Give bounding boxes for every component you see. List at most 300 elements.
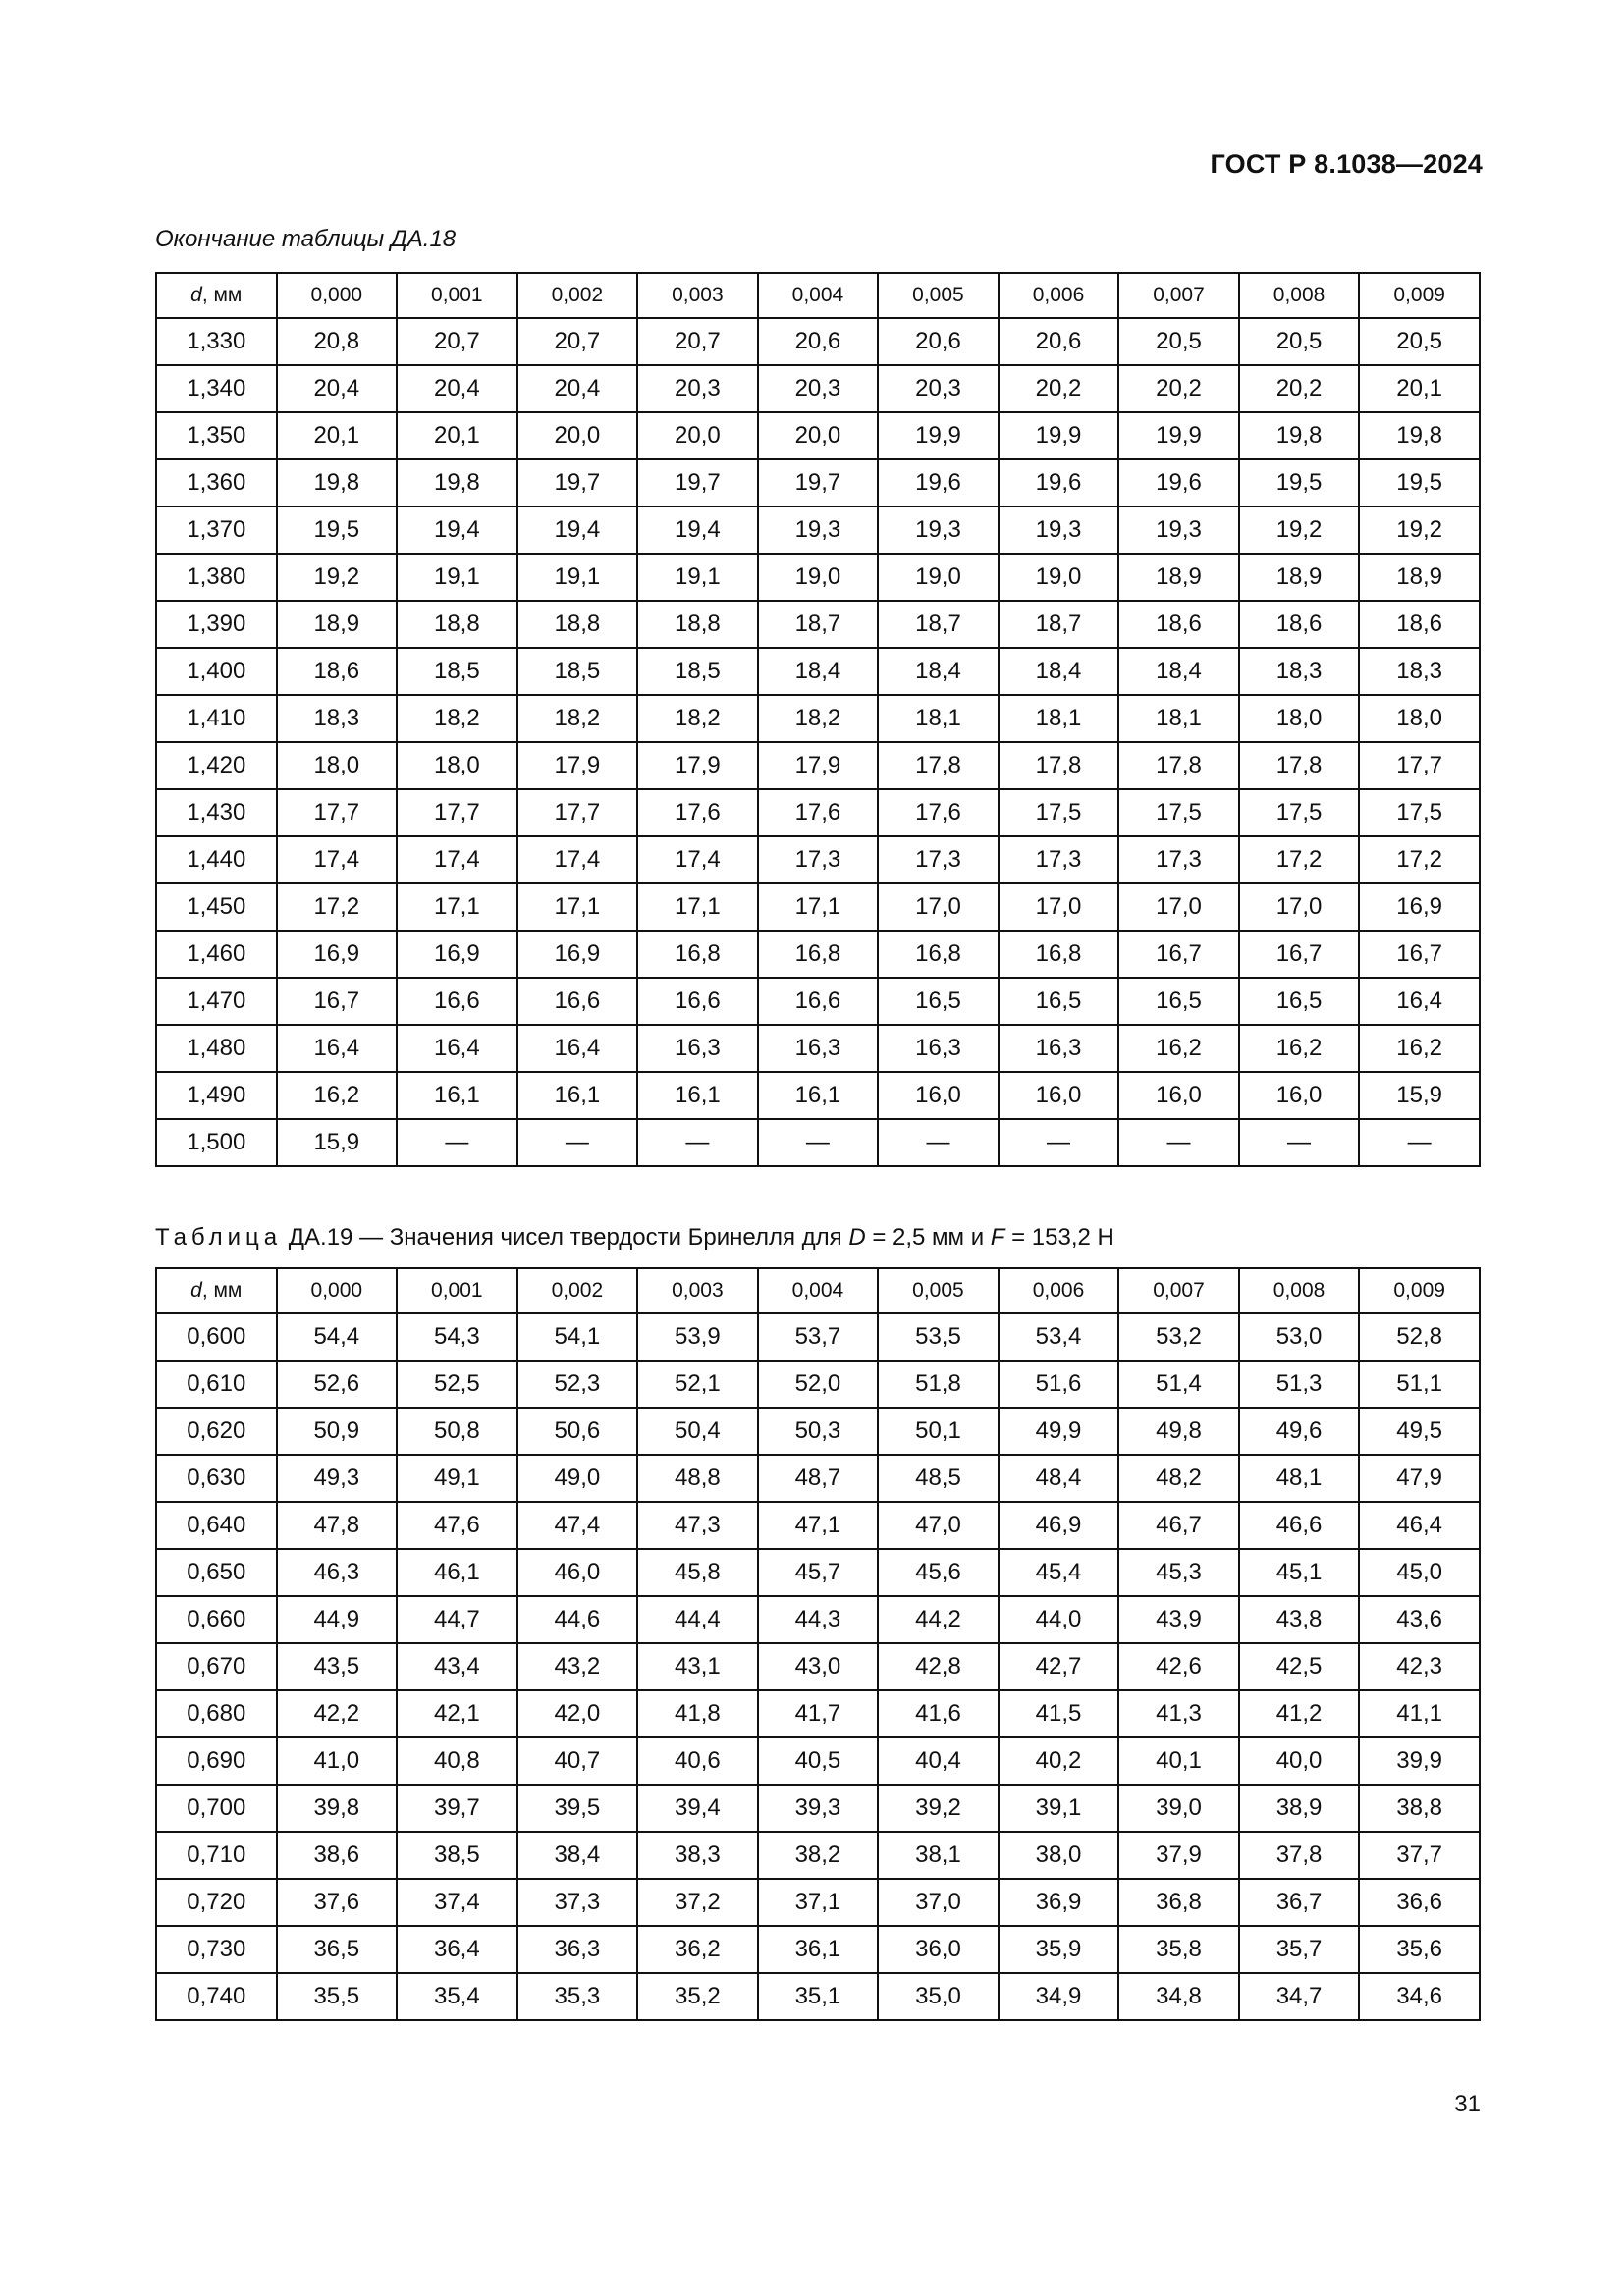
table-cell: 15,9: [1359, 1072, 1480, 1119]
table-row: [156, 1596, 1480, 1643]
table-cell: 19,8: [277, 459, 398, 507]
table-cell: —: [878, 1119, 999, 1166]
table-cell: 42,6: [1118, 1643, 1239, 1690]
table-cell: 16,9: [277, 931, 398, 978]
table-cell: 17,0: [878, 883, 999, 931]
row-diameter-cell: 1,500: [156, 1119, 277, 1166]
table-row: [156, 1785, 1480, 1832]
table-cell: 47,6: [397, 1502, 517, 1549]
header-cell: 0,009: [1359, 1268, 1480, 1313]
header-cell: 0,001: [397, 1268, 517, 1313]
table-cell: 20,5: [1239, 318, 1360, 365]
table-cell: 16,5: [999, 978, 1119, 1025]
table-cell: 18,4: [1118, 648, 1239, 695]
table-cell: 49,1: [397, 1455, 517, 1502]
table-row: [156, 1455, 1480, 1502]
table-row: [156, 1119, 1480, 1166]
header-cell: 0,003: [637, 273, 758, 318]
header-cell: 0,004: [758, 273, 879, 318]
row-diameter-cell: 0,600: [156, 1313, 277, 1361]
table-cell: 16,5: [1118, 978, 1239, 1025]
table-cell: 16,4: [397, 1025, 517, 1072]
table-cell: 43,0: [758, 1643, 879, 1690]
table-cell: 17,8: [999, 742, 1119, 789]
table-cell: 36,4: [397, 1926, 517, 1973]
table-cell: 43,4: [397, 1643, 517, 1690]
table-cell: 18,9: [1118, 554, 1239, 601]
table-row: [156, 1502, 1480, 1549]
table-cell: 53,7: [758, 1313, 879, 1361]
table-cell: 19,5: [1359, 459, 1480, 507]
table-cell: 48,4: [999, 1455, 1119, 1502]
caption-F-value: = 153,2 Н: [1004, 1224, 1114, 1251]
table-cell: 54,1: [517, 1313, 638, 1361]
d-symbol: d: [190, 1279, 202, 1302]
table-cell: 19,1: [397, 554, 517, 601]
table-cell: 18,9: [1239, 554, 1360, 601]
table-cell: 16,9: [397, 931, 517, 978]
table-cell: 46,3: [277, 1549, 398, 1596]
table-cell: 41,7: [758, 1690, 879, 1737]
table-cell: 36,1: [758, 1926, 879, 1973]
table-row: [156, 931, 1480, 978]
table-cell: 39,7: [397, 1785, 517, 1832]
table-cell: 47,1: [758, 1502, 879, 1549]
table-cell: 39,0: [1118, 1785, 1239, 1832]
table-cell: 42,5: [1239, 1643, 1360, 1690]
table-cell: 44,9: [277, 1596, 398, 1643]
table-body: [156, 318, 1480, 1166]
table-cell: 17,8: [1118, 742, 1239, 789]
table-cell: 54,3: [397, 1313, 517, 1361]
table-cell: 40,4: [878, 1737, 999, 1785]
table-cell: 36,3: [517, 1926, 638, 1973]
row-diameter-cell: 1,450: [156, 883, 277, 931]
row-diameter-cell: 1,350: [156, 412, 277, 459]
table-cell: 18,2: [758, 695, 879, 742]
table-cell: 44,0: [999, 1596, 1119, 1643]
table-header-row: [156, 273, 1480, 318]
table-cell: 17,2: [277, 883, 398, 931]
table-cell: 42,0: [517, 1690, 638, 1737]
table-cell: 20,5: [1359, 318, 1480, 365]
table-cell: 44,4: [637, 1596, 758, 1643]
header-cell: 0,000: [277, 1268, 398, 1313]
table-cell: 19,2: [1359, 507, 1480, 554]
header-cell: 0,008: [1239, 273, 1360, 318]
d-unit: , мм: [201, 284, 243, 306]
table-cell: 39,9: [1359, 1737, 1480, 1785]
table-cell: 16,1: [637, 1072, 758, 1119]
table-cell: 44,6: [517, 1596, 638, 1643]
table-cell: 41,0: [277, 1737, 398, 1785]
row-diameter-cell: 1,330: [156, 318, 277, 365]
table-label: Таблица: [155, 1224, 283, 1251]
table-cell: 18,5: [637, 648, 758, 695]
table-cell: 37,2: [637, 1879, 758, 1926]
table-cell: 17,9: [637, 742, 758, 789]
table-cell: —: [1239, 1119, 1360, 1166]
table-cell: 18,3: [1359, 648, 1480, 695]
table-cell: 51,8: [878, 1361, 999, 1408]
header-cell-diameter: [156, 273, 277, 318]
table-cell: 40,6: [637, 1737, 758, 1785]
row-diameter-cell: 1,390: [156, 601, 277, 648]
table-cell: 19,9: [999, 412, 1119, 459]
table-cell: 18,7: [758, 601, 879, 648]
table-cell: 19,4: [517, 507, 638, 554]
table-row: [156, 1313, 1480, 1361]
table-cell: 45,3: [1118, 1549, 1239, 1596]
table-cell: 47,9: [1359, 1455, 1480, 1502]
table-cell: 53,9: [637, 1313, 758, 1361]
table-cell: 53,5: [878, 1313, 999, 1361]
table-cell: 51,4: [1118, 1361, 1239, 1408]
table-cell: 19,9: [1118, 412, 1239, 459]
table-cell: 19,2: [277, 554, 398, 601]
hardness-table-da18: [155, 272, 1481, 1167]
table-cell: 37,3: [517, 1879, 638, 1926]
table-cell: —: [1359, 1119, 1480, 1166]
table-cell: 40,1: [1118, 1737, 1239, 1785]
table-cell: 16,1: [517, 1072, 638, 1119]
table-cell: 18,0: [1359, 695, 1480, 742]
table-cell: 20,1: [397, 412, 517, 459]
table-cell: 17,7: [397, 789, 517, 836]
table-cell: 16,8: [878, 931, 999, 978]
table-cell: 53,4: [999, 1313, 1119, 1361]
table-cell: 19,6: [999, 459, 1119, 507]
table-cell: 16,7: [277, 978, 398, 1025]
table-cell: 18,2: [517, 695, 638, 742]
table-row: [156, 742, 1480, 789]
table-cell: 35,2: [637, 1973, 758, 2020]
table-cell: 42,8: [878, 1643, 999, 1690]
caption-D-value: = 2,5 мм и: [865, 1224, 991, 1251]
table-caption-continuation: Окончание таблицы ДА.18: [155, 226, 457, 252]
table-cell: 35,7: [1239, 1926, 1360, 1973]
row-diameter-cell: 0,650: [156, 1549, 277, 1596]
table-cell: 50,1: [878, 1408, 999, 1455]
table-cell: 16,6: [397, 978, 517, 1025]
table-cell: 48,7: [758, 1455, 879, 1502]
table-cell: 18,6: [277, 648, 398, 695]
table-row: [156, 365, 1480, 412]
table-cell: 53,0: [1239, 1313, 1360, 1361]
table-cell: 43,2: [517, 1643, 638, 1690]
table-cell: 20,3: [637, 365, 758, 412]
table-cell: 18,8: [397, 601, 517, 648]
table-cell: 16,7: [1359, 931, 1480, 978]
table-cell: 16,0: [1239, 1072, 1360, 1119]
table-cell: 34,6: [1359, 1973, 1480, 2020]
table-cell: 19,4: [397, 507, 517, 554]
caption-title: ДА.19 — Значения чисел твердости Бринелля для: [282, 1224, 849, 1251]
table-cell: 41,2: [1239, 1690, 1360, 1737]
table-cell: 18,7: [878, 601, 999, 648]
table-cell: 19,3: [999, 507, 1119, 554]
header-cell: 0,002: [517, 1268, 638, 1313]
table-cell: 17,7: [1359, 742, 1480, 789]
row-diameter-cell: 0,630: [156, 1455, 277, 1502]
table-cell: 38,0: [999, 1832, 1119, 1879]
table-cell: 47,8: [277, 1502, 398, 1549]
table-cell: 52,1: [637, 1361, 758, 1408]
table-cell: 48,8: [637, 1455, 758, 1502]
table-cell: 19,5: [277, 507, 398, 554]
table-row: [156, 601, 1480, 648]
table-cell: 37,4: [397, 1879, 517, 1926]
hardness-table-da19: [155, 1267, 1481, 2021]
table-cell: 49,0: [517, 1455, 638, 1502]
table-cell: 20,2: [1239, 365, 1360, 412]
table-cell: 20,1: [277, 412, 398, 459]
table-cell: 17,7: [517, 789, 638, 836]
table-cell: 17,0: [1118, 883, 1239, 931]
table-cell: 16,6: [758, 978, 879, 1025]
table-cell: —: [637, 1119, 758, 1166]
table-cell: 48,1: [1239, 1455, 1360, 1502]
table-cell: 51,1: [1359, 1361, 1480, 1408]
row-diameter-cell: 0,640: [156, 1502, 277, 1549]
row-diameter-cell: 0,690: [156, 1737, 277, 1785]
table-cell: 46,0: [517, 1549, 638, 1596]
table-cell: 34,7: [1239, 1973, 1360, 2020]
table-cell: 17,1: [517, 883, 638, 931]
table-cell: 18,5: [397, 648, 517, 695]
table-cell: 37,6: [277, 1879, 398, 1926]
table-cell: 17,5: [999, 789, 1119, 836]
table-cell: 16,6: [517, 978, 638, 1025]
table-cell: 17,4: [277, 836, 398, 883]
table-row: [156, 1879, 1480, 1926]
table-cell: 48,5: [878, 1455, 999, 1502]
table-cell: 20,6: [758, 318, 879, 365]
table-cell: 44,3: [758, 1596, 879, 1643]
row-diameter-cell: 1,410: [156, 695, 277, 742]
table-cell: 19,5: [1239, 459, 1360, 507]
table-cell: 36,9: [999, 1879, 1119, 1926]
table-cell: 20,4: [397, 365, 517, 412]
table-cell: 19,8: [1359, 412, 1480, 459]
table-cell: 18,9: [1359, 554, 1480, 601]
table-cell: 17,3: [999, 836, 1119, 883]
table-cell: 43,1: [637, 1643, 758, 1690]
table-cell: 19,0: [999, 554, 1119, 601]
table-cell: 18,2: [397, 695, 517, 742]
table-cell: 36,2: [637, 1926, 758, 1973]
table-cell: 16,6: [637, 978, 758, 1025]
table-cell: 39,5: [517, 1785, 638, 1832]
table-cell: 16,3: [758, 1025, 879, 1072]
table-cell: 36,7: [1239, 1879, 1360, 1926]
table-cell: 17,5: [1359, 789, 1480, 836]
row-diameter-cell: 1,490: [156, 1072, 277, 1119]
table-cell: 36,5: [277, 1926, 398, 1973]
table-cell: —: [1118, 1119, 1239, 1166]
table-cell: 38,4: [517, 1832, 638, 1879]
table-cell: 50,4: [637, 1408, 758, 1455]
table-cell: 49,6: [1239, 1408, 1360, 1455]
table-cell: 37,9: [1118, 1832, 1239, 1879]
table-cell: 20,4: [277, 365, 398, 412]
table-cell: 16,9: [517, 931, 638, 978]
table-cell: 16,2: [1359, 1025, 1480, 1072]
table-cell: 18,7: [999, 601, 1119, 648]
table-cell: 19,3: [758, 507, 879, 554]
page-number: 31: [1454, 2091, 1481, 2117]
table-cell: 35,8: [1118, 1926, 1239, 1973]
table-cell: 16,7: [1239, 931, 1360, 978]
row-diameter-cell: 1,430: [156, 789, 277, 836]
table-cell: 17,1: [637, 883, 758, 931]
table-cell: 17,2: [1359, 836, 1480, 883]
table-cell: 40,7: [517, 1737, 638, 1785]
table-cell: 16,4: [1359, 978, 1480, 1025]
table-cell: 50,8: [397, 1408, 517, 1455]
table-row: [156, 789, 1480, 836]
table-cell: 42,2: [277, 1690, 398, 1737]
table-cell: 20,6: [999, 318, 1119, 365]
table-cell: 17,6: [878, 789, 999, 836]
table-row: [156, 836, 1480, 883]
table-cell: 18,0: [1239, 695, 1360, 742]
table-cell: 20,7: [397, 318, 517, 365]
table-cell: 39,8: [277, 1785, 398, 1832]
table-cell: 18,1: [1118, 695, 1239, 742]
table-cell: 20,2: [999, 365, 1119, 412]
table-cell: 18,1: [878, 695, 999, 742]
table-cell: 50,3: [758, 1408, 879, 1455]
table-cell: 18,6: [1118, 601, 1239, 648]
table-cell: 41,5: [999, 1690, 1119, 1737]
table-cell: 17,4: [397, 836, 517, 883]
table-cell: 45,4: [999, 1549, 1119, 1596]
header-cell: 0,006: [999, 273, 1119, 318]
header-cell: 0,003: [637, 1268, 758, 1313]
table-cell: 49,3: [277, 1455, 398, 1502]
table-cell: 34,9: [999, 1973, 1119, 2020]
row-diameter-cell: 1,370: [156, 507, 277, 554]
row-diameter-cell: 0,680: [156, 1690, 277, 1737]
table-cell: 44,2: [878, 1596, 999, 1643]
table-row: [156, 1737, 1480, 1785]
header-cell-diameter: [156, 1268, 277, 1313]
table-cell: 20,3: [758, 365, 879, 412]
table-cell: 38,5: [397, 1832, 517, 1879]
table-cell: 37,1: [758, 1879, 879, 1926]
table-cell: 34,8: [1118, 1973, 1239, 2020]
header-cell: 0,005: [878, 273, 999, 318]
row-diameter-cell: 0,710: [156, 1832, 277, 1879]
table-cell: 35,1: [758, 1973, 879, 2020]
table-cell: 41,1: [1359, 1690, 1480, 1737]
d-symbol: d: [190, 284, 202, 306]
table-cell: 18,6: [1239, 601, 1360, 648]
table-cell: 43,5: [277, 1643, 398, 1690]
table-cell: 17,8: [1239, 742, 1360, 789]
table-cell: 41,6: [878, 1690, 999, 1737]
table-cell: 38,1: [878, 1832, 999, 1879]
table-cell: 41,8: [637, 1690, 758, 1737]
table-cell: 18,4: [758, 648, 879, 695]
header-cell: 0,002: [517, 273, 638, 318]
table-cell: 42,3: [1359, 1643, 1480, 1690]
table-cell: 43,8: [1239, 1596, 1360, 1643]
table-cell: 17,0: [1239, 883, 1360, 931]
d-unit: , мм: [201, 1279, 243, 1302]
table-cell: 46,1: [397, 1549, 517, 1596]
table-cell: 18,3: [277, 695, 398, 742]
table-cell: 52,6: [277, 1361, 398, 1408]
table-cell: 18,1: [999, 695, 1119, 742]
table-cell: 50,9: [277, 1408, 398, 1455]
table-cell: 52,3: [517, 1361, 638, 1408]
table-cell: 19,6: [1118, 459, 1239, 507]
table-cell: 42,1: [397, 1690, 517, 1737]
table-cell: 16,9: [1359, 883, 1480, 931]
table-cell: 40,2: [999, 1737, 1119, 1785]
row-diameter-cell: 1,420: [156, 742, 277, 789]
table-cell: 17,5: [1239, 789, 1360, 836]
row-diameter-cell: 0,720: [156, 1879, 277, 1926]
table-cell: —: [397, 1119, 517, 1166]
table-cell: 35,3: [517, 1973, 638, 2020]
table-cell: 19,7: [637, 459, 758, 507]
table-cell: 49,5: [1359, 1408, 1480, 1455]
table-cell: 42,7: [999, 1643, 1119, 1690]
table-cell: 19,7: [517, 459, 638, 507]
table-cell: 46,4: [1359, 1502, 1480, 1549]
table-cell: 18,4: [999, 648, 1119, 695]
row-diameter-cell: 0,660: [156, 1596, 277, 1643]
row-diameter-cell: 0,610: [156, 1361, 277, 1408]
table-cell: 50,6: [517, 1408, 638, 1455]
table-cell: 16,7: [1118, 931, 1239, 978]
row-diameter-cell: 1,340: [156, 365, 277, 412]
table-cell: 17,1: [758, 883, 879, 931]
table-cell: 37,0: [878, 1879, 999, 1926]
table-row: [156, 1072, 1480, 1119]
table-row: [156, 554, 1480, 601]
table-cell: 17,5: [1118, 789, 1239, 836]
table-cell: 19,2: [1239, 507, 1360, 554]
table-cell: 20,7: [637, 318, 758, 365]
table-cell: 16,4: [277, 1025, 398, 1072]
row-diameter-cell: 0,620: [156, 1408, 277, 1455]
table-cell: —: [517, 1119, 638, 1166]
row-diameter-cell: 1,380: [156, 554, 277, 601]
table-cell: 36,0: [878, 1926, 999, 1973]
table-cell: 44,7: [397, 1596, 517, 1643]
table-cell: 39,4: [637, 1785, 758, 1832]
table-cell: 51,3: [1239, 1361, 1360, 1408]
table-cell: 16,0: [878, 1072, 999, 1119]
table-row: [156, 1926, 1480, 1973]
table-cell: 20,5: [1118, 318, 1239, 365]
table-cell: 18,3: [1239, 648, 1360, 695]
row-diameter-cell: 1,400: [156, 648, 277, 695]
table-cell: 19,6: [878, 459, 999, 507]
table-cell: 16,3: [999, 1025, 1119, 1072]
table-cell: 45,8: [637, 1549, 758, 1596]
table-cell: 20,0: [758, 412, 879, 459]
table-cell: 38,2: [758, 1832, 879, 1879]
table-cell: 38,9: [1239, 1785, 1360, 1832]
row-diameter-cell: 1,440: [156, 836, 277, 883]
table-cell: 47,0: [878, 1502, 999, 1549]
table-cell: 52,5: [397, 1361, 517, 1408]
